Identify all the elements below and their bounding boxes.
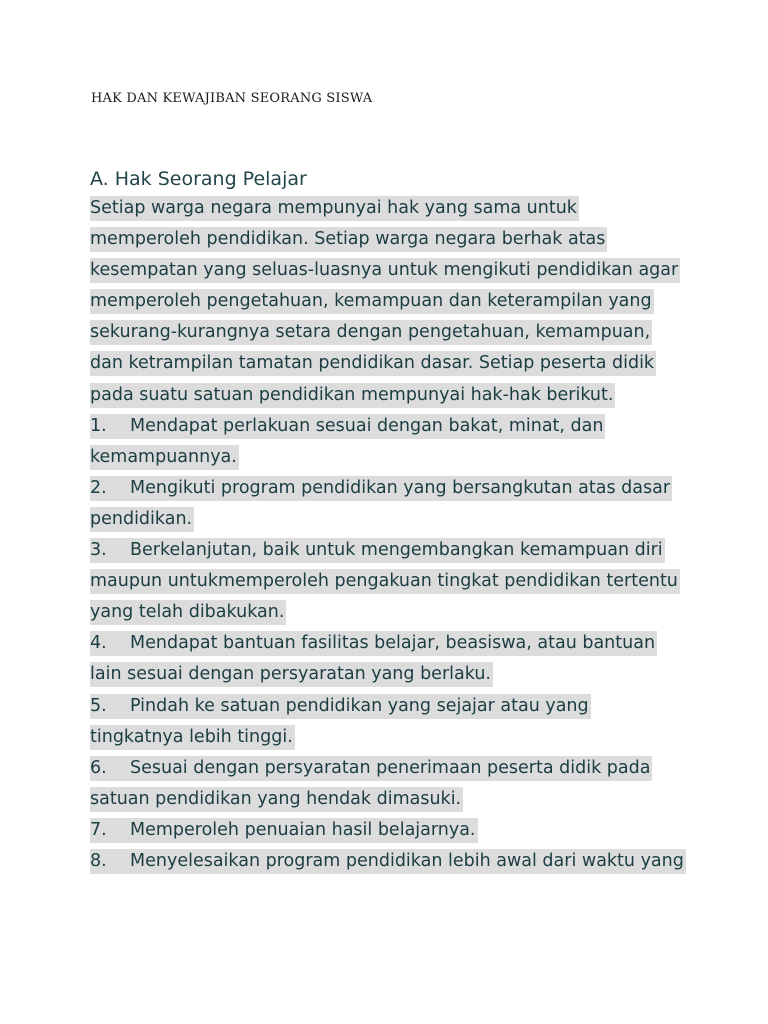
list-item xyxy=(90,849,690,880)
list-item-text: Mengikuti program pendidikan yang bersangkutan atas dasar xyxy=(130,477,671,498)
list-item-text: Sesuai dengan persyaratan penerimaan peserta didik pada xyxy=(130,757,651,778)
list-item-number: 5. xyxy=(90,695,107,716)
list-item-number: 8. xyxy=(90,850,107,871)
paragraph-line: Setiap warga negara mempunyai hak yang sama untuk xyxy=(90,196,690,227)
list-item-text: Mendapat perlakuan sesuai dengan bakat, minat, dan xyxy=(130,415,604,436)
list-item-number: 6. xyxy=(90,757,107,778)
list-item-number: 2. xyxy=(90,477,107,498)
list-item-text: Menyelesaikan program pendidikan lebih awal dari waktu yang xyxy=(130,850,684,871)
list-item-number: 4. xyxy=(90,633,107,654)
list-item-continuation: pendidikan. xyxy=(90,507,690,538)
list-item-continuation: kemampuannya. xyxy=(90,445,690,476)
paragraph-line: memperoleh pendidikan. Setiap warga negara berhak atas xyxy=(90,227,690,258)
list-item-continuation: lain sesuai dengan persyaratan yang berlaku. xyxy=(90,662,690,693)
list-item-text: Memperoleh penuaian hasil belajarnya. xyxy=(130,819,476,840)
list-item-continuation: maupun untukmemperoleh pengakuan tingkat pendidikan tertentu xyxy=(90,569,690,600)
document-body xyxy=(90,196,690,880)
list-item-text: Mendapat bantuan fasilitas belajar, beasiswa, atau bantuan xyxy=(130,633,656,654)
list-item xyxy=(90,538,690,569)
list-item-text: Berkelanjutan, baik untuk mengembangkan kemampuan diri xyxy=(130,540,663,561)
section-heading: A. Hak Seorang Pelajar xyxy=(90,168,307,190)
list-item-continuation: yang telah dibakukan. xyxy=(90,600,690,631)
paragraph-line: memperoleh pengetahuan, kemampuan dan keterampilan yang xyxy=(90,289,690,320)
list-item-number: 3. xyxy=(90,540,107,561)
paragraph-line: kesempatan yang seluas-luasnya untuk mengikuti pendidikan agar xyxy=(90,258,690,289)
list-item-text: Pindah ke satuan pendidikan yang sejajar atau yang xyxy=(130,695,589,716)
list-item-number: 7. xyxy=(90,819,107,840)
paragraph-line: pada suatu satuan pendidikan mempunyai hak-hak berikut. xyxy=(90,383,690,414)
document-title: HAK DAN KEWAJIBAN SEORANG SISWA xyxy=(91,91,373,106)
list-item xyxy=(90,818,690,849)
list-item-continuation: satuan pendidikan yang hendak dimasuki. xyxy=(90,787,690,818)
paragraph-line: dan ketrampilan tamatan pendidikan dasar. Setiap peserta didik xyxy=(90,351,690,382)
list-item-number: 1. xyxy=(90,415,107,436)
list-item xyxy=(90,694,690,725)
list-item xyxy=(90,414,690,445)
list-item-continuation: tingkatnya lebih tinggi. xyxy=(90,725,690,756)
list-item xyxy=(90,756,690,787)
list-item xyxy=(90,476,690,507)
paragraph-line: sekurang-kurangnya setara dengan pengetahuan, kemampuan, xyxy=(90,320,690,351)
list-item xyxy=(90,631,690,662)
